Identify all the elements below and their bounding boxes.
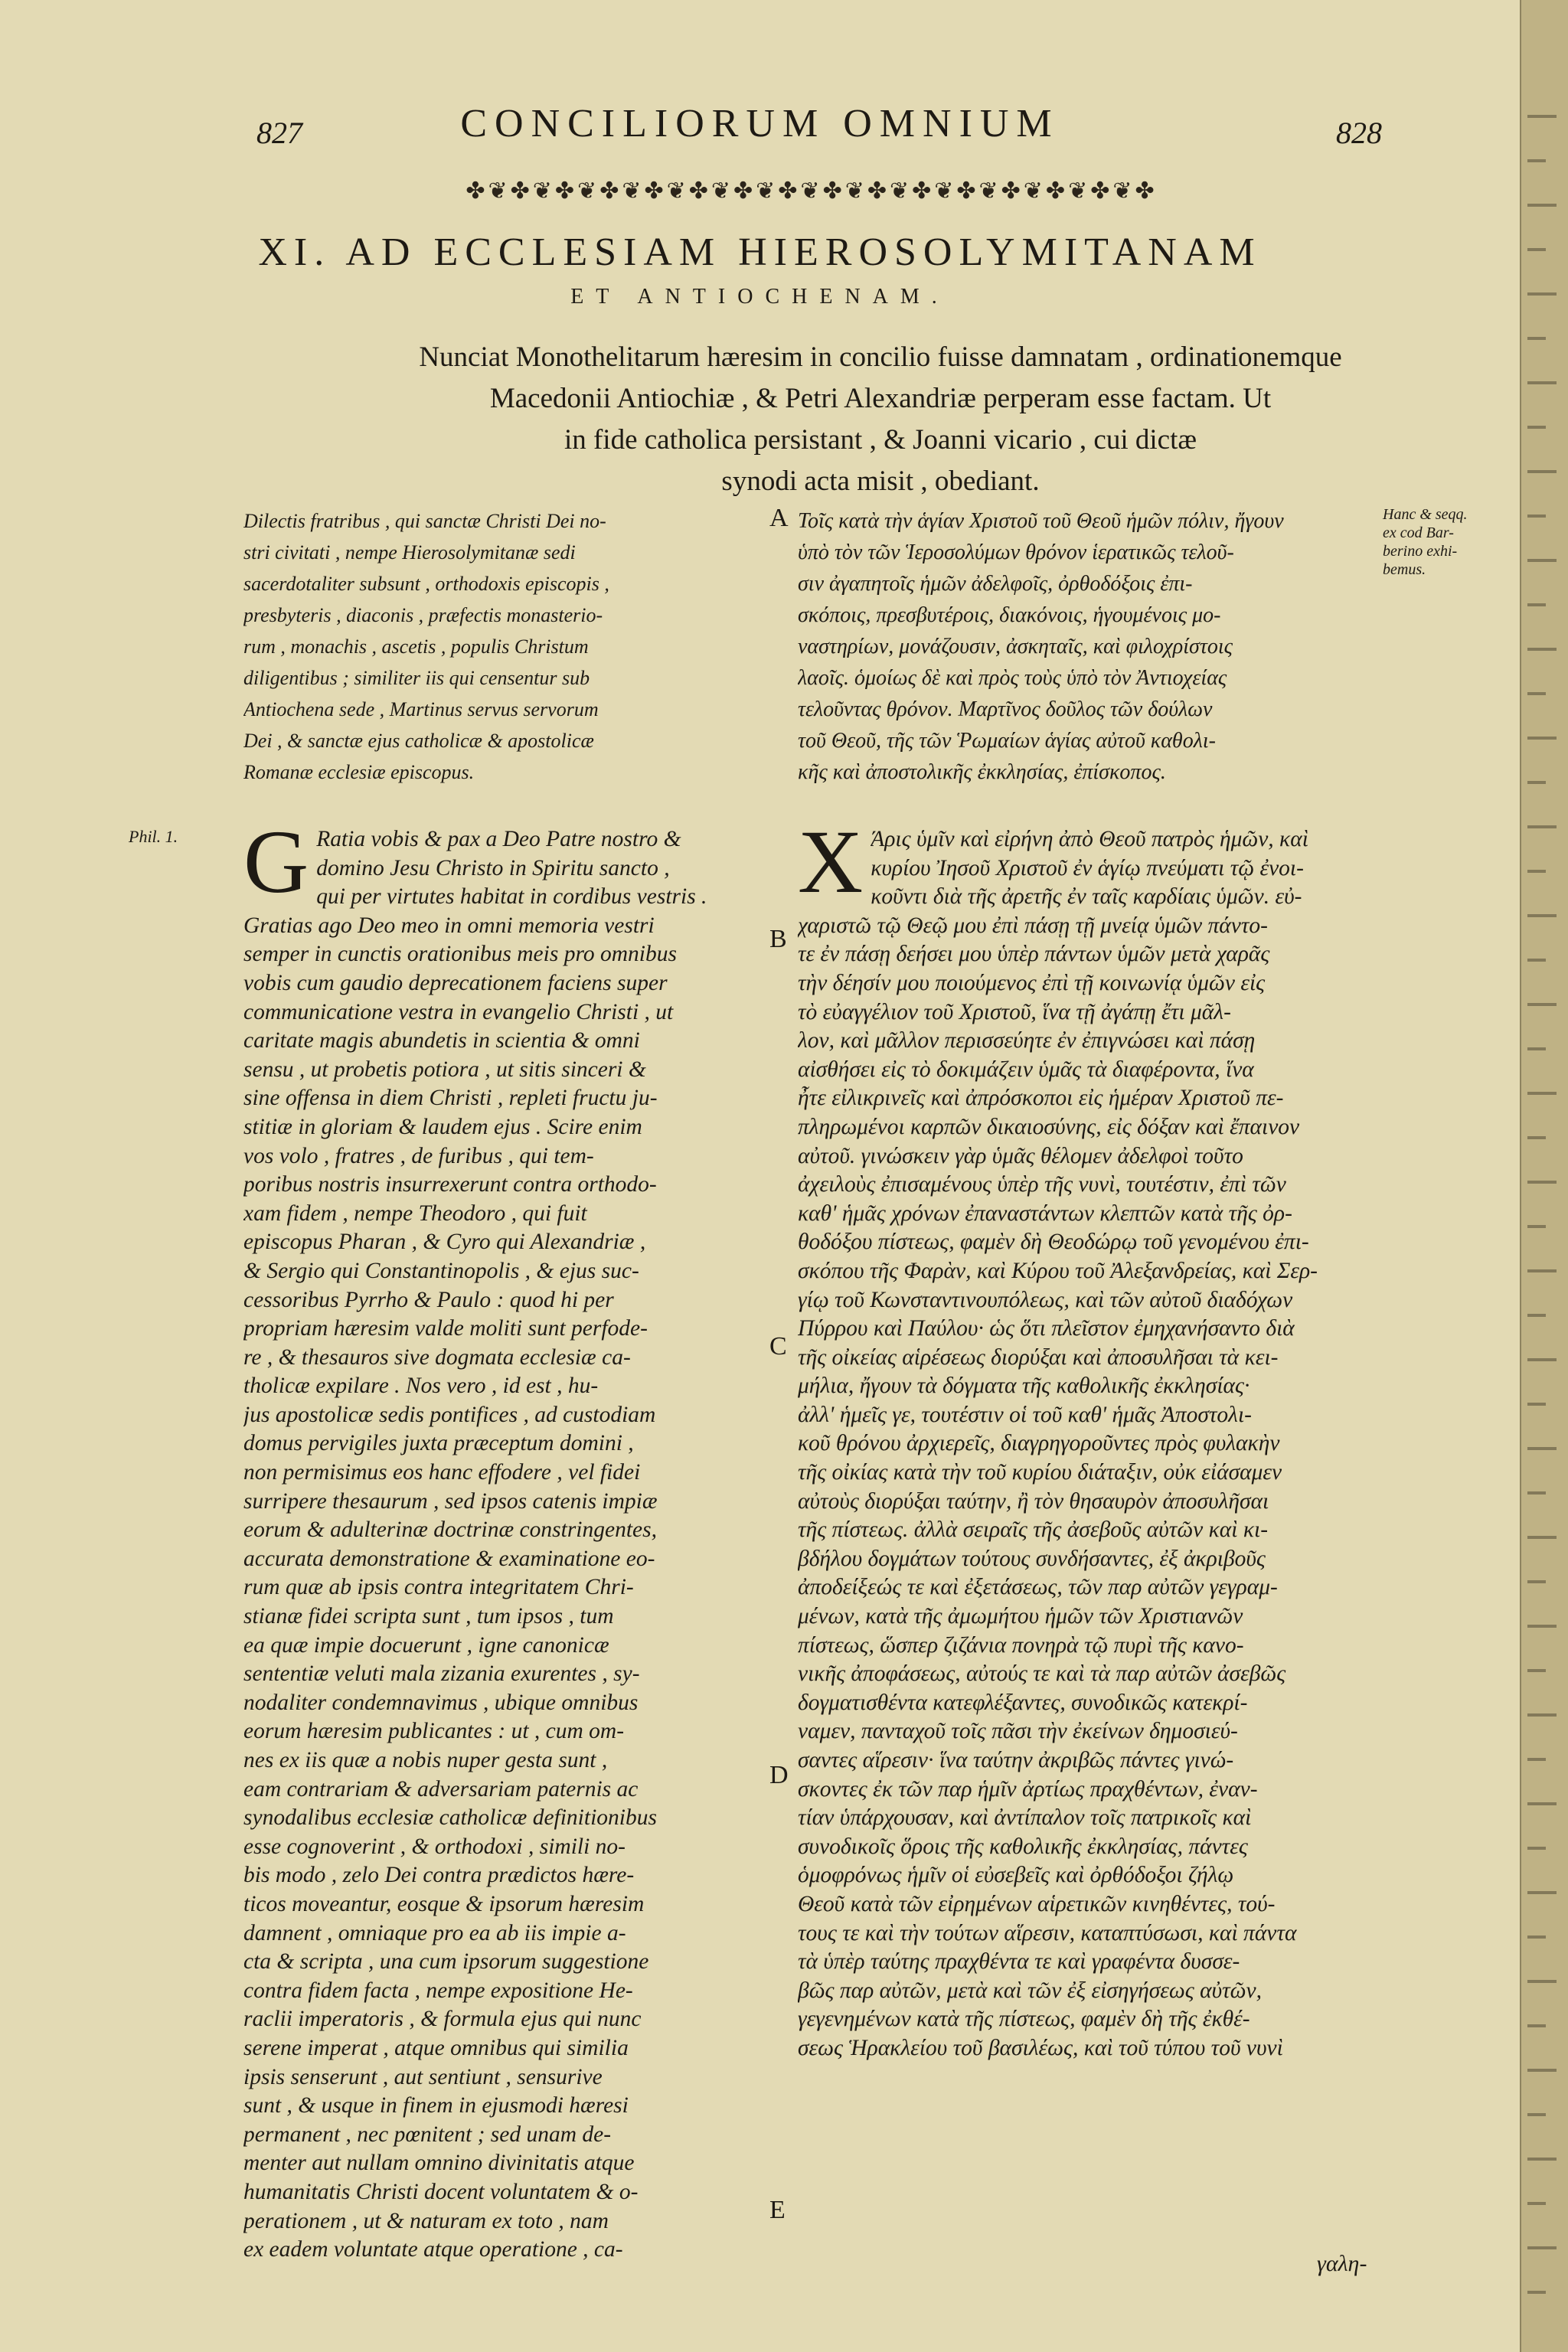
summary-line: synodi acta misit , obediant. bbox=[721, 466, 1040, 497]
text-line: τὸ εὐαγγέλιον τοῦ Χριστοῦ, ἵνα τῇ ἀγάπῃ ἔτι μᾶλ- bbox=[798, 999, 1231, 1024]
text-line: & Sergio qui Constantinopolis , & ejus suc- bbox=[243, 1258, 639, 1283]
text-line: ex eadem voluntate atque operatione , ca- bbox=[243, 2237, 623, 2262]
text-line: cta & scripta , una cum ipsorum suggestione bbox=[243, 1949, 649, 1975]
gutter-text-fragment bbox=[1527, 1358, 1557, 1361]
gutter-text-fragment bbox=[1527, 1269, 1557, 1272]
gutter-text-fragment bbox=[1527, 292, 1557, 296]
text-line: τῆς οἰκίας κατὰ τὴν τοῦ κυρίου διάταξιν, οὐκ εἰάσαμεν bbox=[798, 1460, 1282, 1485]
gutter-text-fragment bbox=[1527, 1580, 1546, 1583]
gutter-text-fragment bbox=[1527, 870, 1546, 873]
gutter-text-fragment bbox=[1527, 248, 1546, 251]
text-line: sententiæ veluti mala zizania exurentes , sy- bbox=[243, 1661, 640, 1687]
gutter-text-fragment bbox=[1527, 1891, 1557, 1894]
gutter-text-fragment bbox=[1527, 2158, 1557, 2161]
text-line: Ratia vobis & pax a Deo Patre nostro & bbox=[316, 827, 681, 851]
text-line: ἦτε εἰλικρινεῖς καὶ ἀπρόσκοποι εἰς ἡμέραν Χριστοῦ πε- bbox=[798, 1086, 1284, 1111]
text-line: sunt , & usque in finem in ejusmodi hæresi bbox=[243, 2093, 629, 2118]
gutter-text-fragment bbox=[1527, 1403, 1546, 1406]
text-line: σκοντες ἐκ τῶν παρ ἡμῖν ἀρτίως πραχθέντων, ἐναν- bbox=[798, 1776, 1258, 1802]
summary-line: Nunciat Monothelitarum hæresim in concilio fuisse damnatam , ordinationemque bbox=[419, 341, 1342, 373]
gutter-text-fragment bbox=[1527, 737, 1557, 740]
text-line: γεγενημένων κατὰ τῆς πίστεως, φαμὲν δὴ τῆς ἐκθέ- bbox=[798, 2007, 1250, 2032]
gutter-text-fragment bbox=[1527, 825, 1557, 828]
text-line: non permisimus eos hanc effodere , vel fidei bbox=[243, 1460, 641, 1485]
text-line: ea quæ impie docuerunt , igne canonicæ bbox=[243, 1632, 609, 1658]
text-line: γίῳ τοῦ Κωνσταντινουπόλεως, καὶ τῶν αὐτοῦ διαδόχων bbox=[798, 1287, 1293, 1312]
text-line: menter aut nullam omnino divinitatis atque bbox=[243, 2151, 635, 2176]
adjacent-page-edge bbox=[1520, 0, 1568, 2352]
text-line: poribus nostris insurrexerunt contra orthodo- bbox=[243, 1172, 657, 1197]
gutter-text-fragment bbox=[1527, 1936, 1546, 1939]
text-line: αὐτοὺς διορύξαι ταύτην, ἢ τὸν θησαυρὸν ἀποσυλῆσαι bbox=[798, 1488, 1269, 1514]
text-line: αἰσθήσει εἰς τὸ δοκιμάζειν ὑμᾶς τὰ διαφέροντα, ἵνα bbox=[798, 1057, 1254, 1082]
text-line: propriam hæresim valde moliti sunt perfode- bbox=[243, 1316, 648, 1341]
gutter-text-fragment bbox=[1527, 1092, 1557, 1095]
gutter-text-fragment bbox=[1527, 1847, 1546, 1850]
text-line: accurata demonstratione & examinatione eo- bbox=[243, 1546, 655, 1571]
text-line: Dei , & sanctæ ejus catholicæ & apostolicæ bbox=[243, 730, 594, 752]
gutter-text-fragment bbox=[1527, 1536, 1557, 1539]
text-line: raclii imperatoris , & formula ejus qui nunc bbox=[243, 2007, 642, 2032]
text-line: Τοῖς κατὰ τὴν ἁγίαν Χριστοῦ τοῦ Θεοῦ ἡμῶν πόλιν, ἤγουν bbox=[798, 509, 1284, 533]
gutter-text-fragment bbox=[1527, 2202, 1546, 2205]
text-line: xam fidem , nempe Theodoro , qui fuit bbox=[243, 1200, 587, 1226]
text-line: diligentibus ; similiter iis qui censentur sub bbox=[243, 667, 590, 689]
text-line: κυρίου Ἰησοῦ Χριστοῦ ἐν ἁγίῳ πνεύματι τῷ ἐνοι- bbox=[871, 855, 1304, 880]
text-line: τελοῦντας θρόνον. Μαρτῖνος δοῦλος τῶν δούλων bbox=[798, 697, 1213, 721]
note-line: ex cod Bar- bbox=[1383, 524, 1454, 541]
text-line: κοῦ θρόνου ἀρχιερεῖς, διαγρηγοροῦντες πρὸς φυλακὴν bbox=[798, 1431, 1280, 1456]
text-line: ναμεν, πανταχοῦ τοῖς πᾶσι τὴν ἐκείνων δημοσιεύ- bbox=[798, 1719, 1238, 1744]
gutter-text-fragment bbox=[1527, 2113, 1546, 2116]
gutter-text-fragment bbox=[1527, 692, 1546, 695]
drop-cap: G bbox=[243, 812, 309, 912]
text-line: μένων, κατὰ τῆς ἀμωμήτου ἡμῶν τῶν Χριστιανῶν bbox=[798, 1604, 1243, 1629]
text-line: semper in cunctis orationibus meis pro omnibus bbox=[243, 942, 677, 967]
note-line: Hanc & seqq. bbox=[1383, 506, 1468, 523]
text-line: Gratias ago Deo meo in omni memoria vestri bbox=[243, 913, 655, 938]
section-marker-d: D bbox=[769, 1761, 789, 1789]
text-line: stitiæ in gloriam & laudem ejus . Scire enim bbox=[243, 1114, 642, 1139]
gutter-text-fragment bbox=[1527, 648, 1557, 651]
gutter-text-fragment bbox=[1527, 2024, 1546, 2027]
text-line: πληρωμένοι καρπῶν δικαιοσύνης, εἰς δόξαν καὶ ἔπαινον bbox=[798, 1114, 1300, 1139]
text-line: βδήλου δογμάτων τούτους συνδήσαντες, ἐξ ἀκριβοῦς bbox=[798, 1546, 1266, 1571]
text-line: stri civitati , nempe Hierosolymitanæ sedi bbox=[243, 541, 576, 564]
gutter-text-fragment bbox=[1527, 115, 1557, 118]
document-title: XI. AD ECCLESIAM HIEROSOLYMITANAM bbox=[258, 230, 1262, 274]
gutter-text-fragment bbox=[1527, 1713, 1557, 1717]
note-line: bemus. bbox=[1383, 561, 1426, 578]
text-line: σκόποις, πρεσβυτέροις, διακόνοις, ἡγουμένοις μο- bbox=[798, 603, 1221, 627]
text-line: bis modo , zelo Dei contra prædictos hære- bbox=[243, 1863, 635, 1888]
gutter-text-fragment bbox=[1527, 559, 1557, 562]
section-marker-a: A bbox=[769, 504, 789, 532]
text-line: qui per virtutes habitat in cordibus vestris . bbox=[316, 884, 707, 910]
text-line: σκόπου τῆς Φαρὰν, καὶ Κύρου τοῦ Ἀλεξανδρείας, καὶ Σερ- bbox=[798, 1258, 1318, 1283]
summary-line: in fide catholica persistant , & Joanni vicario , cui dictæ bbox=[564, 424, 1197, 456]
section-marker-e: E bbox=[769, 2196, 786, 2224]
text-line: χαριστῶ τῷ Θεῷ μου ἐπὶ πάσῃ τῇ μνείᾳ ὑμῶν πάντο- bbox=[798, 913, 1268, 938]
text-line: contra fidem facta , nempe expositione He- bbox=[243, 1978, 633, 2003]
greek-address bbox=[798, 505, 1380, 788]
text-line: ὑπὸ τὸν τῶν Ἱεροσολύμων θρόνον ἱερατικῶς τελοῦ- bbox=[798, 541, 1234, 564]
gutter-text-fragment bbox=[1527, 1447, 1557, 1450]
page-number-right: 828 bbox=[1336, 116, 1382, 150]
section-marker-b: B bbox=[769, 925, 787, 953]
margin-source-note bbox=[1383, 505, 1498, 579]
text-line: Antiochena sede , Martinus servus servorum bbox=[243, 698, 599, 720]
gutter-text-fragment bbox=[1527, 2291, 1546, 2294]
text-line: θοδόξου πίστεως, φαμὲν δὴ Θεοδώρῳ τοῦ γενομένου ἐπι- bbox=[798, 1230, 1309, 1255]
gutter-text-fragment bbox=[1527, 1181, 1557, 1184]
document-subtitle: ET ANTIOCHENAM. bbox=[570, 285, 949, 309]
text-line: synodalibus ecclesiæ catholicæ definitionibus bbox=[243, 1805, 657, 1831]
text-line: eorum & adulterinæ doctrinæ constringentes, bbox=[243, 1517, 657, 1543]
text-line: σεως Ἡρακλείου τοῦ βασιλέως, καὶ τοῦ τύπου τοῦ νυνὶ bbox=[798, 2035, 1283, 2060]
gutter-text-fragment bbox=[1527, 1225, 1546, 1228]
gutter-text-fragment bbox=[1527, 426, 1546, 429]
gutter-text-fragment bbox=[1527, 1758, 1546, 1761]
text-line: ἀχειλοὺς ἐπισαμένους ὑπὲρ τῆς νυνὶ, τουτέστιν, ἐπὶ τῶν bbox=[798, 1172, 1286, 1197]
text-line: ticos moveantur, eosque & ipsorum hæresim bbox=[243, 1891, 645, 1916]
latin-address bbox=[243, 505, 772, 788]
text-line: βῶς παρ αὐτῶν, μετὰ καὶ τῶν ἐξ εἰσηγήσεως αὐτῶν, bbox=[798, 1978, 1262, 2003]
gutter-text-fragment bbox=[1527, 159, 1546, 162]
text-line: vos volo , fratres , de furibus , qui tem- bbox=[243, 1143, 594, 1168]
latin-body-column bbox=[243, 812, 773, 2265]
text-line: eorum hæresim publicantes : ut , cum om- bbox=[243, 1719, 625, 1744]
text-line: Romanæ ecclesiæ episcopus. bbox=[243, 761, 475, 783]
gutter-text-fragment bbox=[1527, 1047, 1546, 1050]
gutter-text-fragment bbox=[1527, 603, 1546, 606]
text-line: domus pervigiles juxta præceptum domini , bbox=[243, 1431, 634, 1456]
gutter-text-fragment bbox=[1527, 1314, 1546, 1317]
gutter-text-fragment bbox=[1527, 959, 1546, 962]
gutter-text-fragment bbox=[1527, 1669, 1546, 1672]
catchword: γαλη- bbox=[1317, 2251, 1367, 2276]
text-line: sensu , ut probetis potiora , ut sitis sinceri & bbox=[243, 1057, 646, 1082]
text-line: σιν ἀγαπητοῖς ἡμῶν ἀδελφοῖς, ὀρθοδόξοις ἐπι- bbox=[798, 572, 1193, 596]
text-line: nodaliter condemnavimus , ubique omnibus bbox=[243, 1690, 639, 1715]
text-line: καθ' ἡμᾶς χρόνων ἐπαναστάντων κλεπτῶν κατὰ τῆς ὀρ- bbox=[798, 1200, 1292, 1226]
text-line: συνοδικοῖς ὅροις τῆς καθολικῆς ἐκκλησίας, πάντες bbox=[798, 1834, 1248, 1859]
text-line: Πύρρου καὶ Παύλου· ὡς ὅτι πλεῖστον ἐμηχανήσαντο διὰ bbox=[798, 1316, 1295, 1341]
chapter-summary bbox=[337, 337, 1424, 502]
text-line: presbyteris , diaconis , præfectis monasterio- bbox=[243, 604, 603, 626]
text-line: μήλια, ἤγουν τὰ δόγματα τῆς καθολικῆς ἐκκλησίας· bbox=[798, 1374, 1250, 1399]
gutter-text-fragment bbox=[1527, 1625, 1557, 1628]
text-line: λον, καὶ μᾶλλον περισσεύητε ἐν ἐπιγνώσει καὶ πάσῃ bbox=[798, 1028, 1256, 1054]
text-line: λαοῖς. ὁμοίως δὲ καὶ πρὸς τοὺς ὑπὸ τὸν Ἀντιοχείας bbox=[798, 666, 1227, 690]
text-line: re , & thesauros sive dogmata ecclesiæ ca- bbox=[243, 1344, 631, 1370]
text-line: τὴν δέησίν μου ποιούμενος ἐπὶ τῇ κοινωνίᾳ ὑμῶν εἰς bbox=[798, 970, 1266, 995]
text-line: communicatione vestra in evangelio Christi , ut bbox=[243, 999, 674, 1024]
text-line: episcopus Pharan , & Cyro qui Alexandriæ , bbox=[243, 1230, 646, 1255]
text-line: τίαν ὑπάρχουσαν, καὶ ἀντίπαλον τοῖς πατρικοῖς καὶ bbox=[798, 1805, 1252, 1831]
text-line: nes ex iis quæ a nobis nuper gesta sunt , bbox=[243, 1748, 608, 1772]
gutter-text-fragment bbox=[1527, 1003, 1557, 1006]
text-line: πίστεως, ὥσπερ ζιζάνια πονηρὰ τῷ πυρὶ τῆς κανο- bbox=[798, 1632, 1244, 1658]
note-line: berino exhi- bbox=[1383, 543, 1458, 560]
text-line: τοῦ Θεοῦ, τῆς τῶν Ῥωμαίων ἁγίας αὐτοῦ καθολι- bbox=[798, 729, 1216, 753]
gutter-text-fragment bbox=[1527, 914, 1557, 917]
text-line: rum , monachis , ascetis , populis Christum bbox=[243, 635, 589, 658]
greek-body-column bbox=[798, 812, 1380, 2063]
text-line: σαντες αἵρεσιν· ἵνα ταύτην ἀκριβῶς πάντες γινώ- bbox=[798, 1748, 1234, 1772]
text-line: tholicæ expilare . Nos vero , id est , hu- bbox=[243, 1374, 599, 1399]
text-line: ipsis senserunt , aut sentiunt , sensurive bbox=[243, 2064, 603, 2089]
text-line: sine offensa in diem Christi , repleti fructu ju- bbox=[243, 1086, 658, 1111]
text-line: sacerdotaliter subsunt , orthodoxis episcopis , bbox=[243, 573, 609, 595]
text-line: ἀλλ' ἡμεῖς γε, τουτέστιν οἱ τοῦ καθ' ἡμᾶς Ἀποστολι- bbox=[798, 1402, 1252, 1427]
page-number-left: 827 bbox=[256, 116, 302, 150]
text-line: jus apostolicæ sedis pontifices , ad custodiam bbox=[243, 1402, 656, 1427]
text-line: δογματισθέντα κατεφλέξαντες, συνοδικῶς κατεκρί- bbox=[798, 1690, 1248, 1715]
text-line: cessoribus Pyrrho & Paulo : quod hi per bbox=[243, 1287, 614, 1312]
text-line: τῆς πίστεως. ἀλλὰ σειραῖς τῆς ἀσεβοῦς αὐτῶν καὶ κι- bbox=[798, 1517, 1269, 1543]
gutter-text-fragment bbox=[1527, 337, 1546, 340]
text-line: vobis cum gaudio deprecationem faciens super bbox=[243, 970, 668, 995]
text-line: Άρις ὑμῖν καὶ εἰρήνη ἀπὸ Θεοῦ πατρὸς ἡμῶν, καὶ bbox=[871, 827, 1308, 851]
text-line: ἀποδείξεώς τε καὶ ἐξετάσεως, τῶν παρ αὐτῶν γεγραμ- bbox=[798, 1575, 1278, 1600]
gutter-text-fragment bbox=[1527, 1136, 1546, 1139]
text-line: κῆς καὶ ἀποστολικῆς ἐκκλησίας, ἐπίσκοπος. bbox=[798, 760, 1166, 784]
gutter-text-fragment bbox=[1527, 1802, 1557, 1805]
section-marker-c: C bbox=[769, 1332, 787, 1361]
text-line: τους τε καὶ τὴν τούτων αἵρεσιν, καταπτύσωσι, καὶ πάντα bbox=[798, 1920, 1297, 1945]
gutter-text-fragment bbox=[1527, 381, 1557, 384]
text-line: rum quæ ab ipsis contra integritatem Chri- bbox=[243, 1575, 634, 1600]
text-line: νικῆς ἀποφάσεως, αὐτούς τε καὶ τὰ παρ αὐτῶν ἀσεβῶς bbox=[798, 1661, 1286, 1687]
text-line: κοῦντι διὰ τῆς ἀρετῆς ἐν ταῖς καρδίαις ὑμῶν. εὐ- bbox=[871, 884, 1302, 910]
text-line: ναστηρίων, μονάζουσιν, ἀσκηταῖς, καὶ φιλοχρίστοις bbox=[798, 635, 1233, 658]
text-line: τῆς οἰκείας αἱρέσεως διορύξαι καὶ ἀποσυλῆσαι τὰ κει- bbox=[798, 1344, 1279, 1370]
text-line: τὰ ὑπὲρ ταύτης πραχθέντα τε καὶ γραφέντα δυσσε- bbox=[798, 1949, 1240, 1975]
margin-scripture-reference: Phil. 1. bbox=[129, 827, 178, 846]
drop-cap: Χ bbox=[798, 812, 864, 912]
text-line: Dilectis fratribus , qui sanctæ Christi Dei no- bbox=[243, 510, 606, 532]
text-line: surripere thesaurum , sed ipsos catenis impiæ bbox=[243, 1488, 658, 1514]
gutter-text-fragment bbox=[1527, 2246, 1557, 2249]
gutter-text-fragment bbox=[1527, 781, 1546, 784]
running-head: CONCILIORUM OMNIUM bbox=[460, 102, 1060, 145]
text-line: ὁμοφρόνως ἡμῖν οἱ εὐσεβεῖς καὶ ὀρθόδοξοι ζήλῳ bbox=[798, 1863, 1234, 1888]
summary-line: Macedonii Antiochiæ , & Petri Alexandriæ perperam esse factam. Ut bbox=[489, 383, 1272, 414]
text-line: eam contrariam & adversariam paternis ac bbox=[243, 1776, 639, 1802]
gutter-text-fragment bbox=[1527, 2069, 1557, 2072]
text-line: stianæ fidei scripta sunt , tum ipsos , tum bbox=[243, 1604, 614, 1629]
text-line: permanent , nec pœnitent ; sed unam de- bbox=[243, 2122, 612, 2147]
text-line: damnent , omniaque pro ea ab iis impie a- bbox=[243, 1920, 626, 1945]
gutter-text-fragment bbox=[1527, 514, 1546, 518]
gutter-text-fragment bbox=[1527, 1491, 1546, 1494]
text-line: humanitatis Christi docent voluntatem & o- bbox=[243, 2179, 639, 2204]
text-line: serene imperat , atque omnibus qui similia bbox=[243, 2035, 629, 2060]
text-line: Θεοῦ κατὰ τῶν εἰρημένων αἱρετικῶν κινηθέντες, τού- bbox=[798, 1891, 1276, 1916]
text-line: domino Jesu Christo in Spiritu sancto , bbox=[316, 855, 670, 880]
gutter-text-fragment bbox=[1527, 204, 1557, 207]
text-line: esse cognoverint , & orthodoxi , simili no- bbox=[243, 1834, 626, 1859]
gutter-text-fragment bbox=[1527, 1980, 1557, 1983]
decorative-ornament-band: ✤❦✤❦✤❦✤❦✤❦✤❦✤❦✤❦✤❦✤❦✤❦✤❦✤❦✤❦✤❦✤ bbox=[466, 178, 1158, 204]
text-line: perationem , ut & naturam ex toto , nam bbox=[243, 2208, 609, 2233]
gutter-text-fragment bbox=[1527, 470, 1557, 473]
text-line: αὐτοῦ. γινώσκειν γὰρ ὑμᾶς θέλομεν ἀδελφοὶ τοῦτο bbox=[798, 1143, 1243, 1168]
text-line: τε ἐν πάσῃ δεήσει μου ὑπὲρ πάντων ὑμῶν μετὰ χαρᾶς bbox=[798, 942, 1270, 967]
text-line: caritate magis abundetis in scientia & omni bbox=[243, 1028, 640, 1054]
